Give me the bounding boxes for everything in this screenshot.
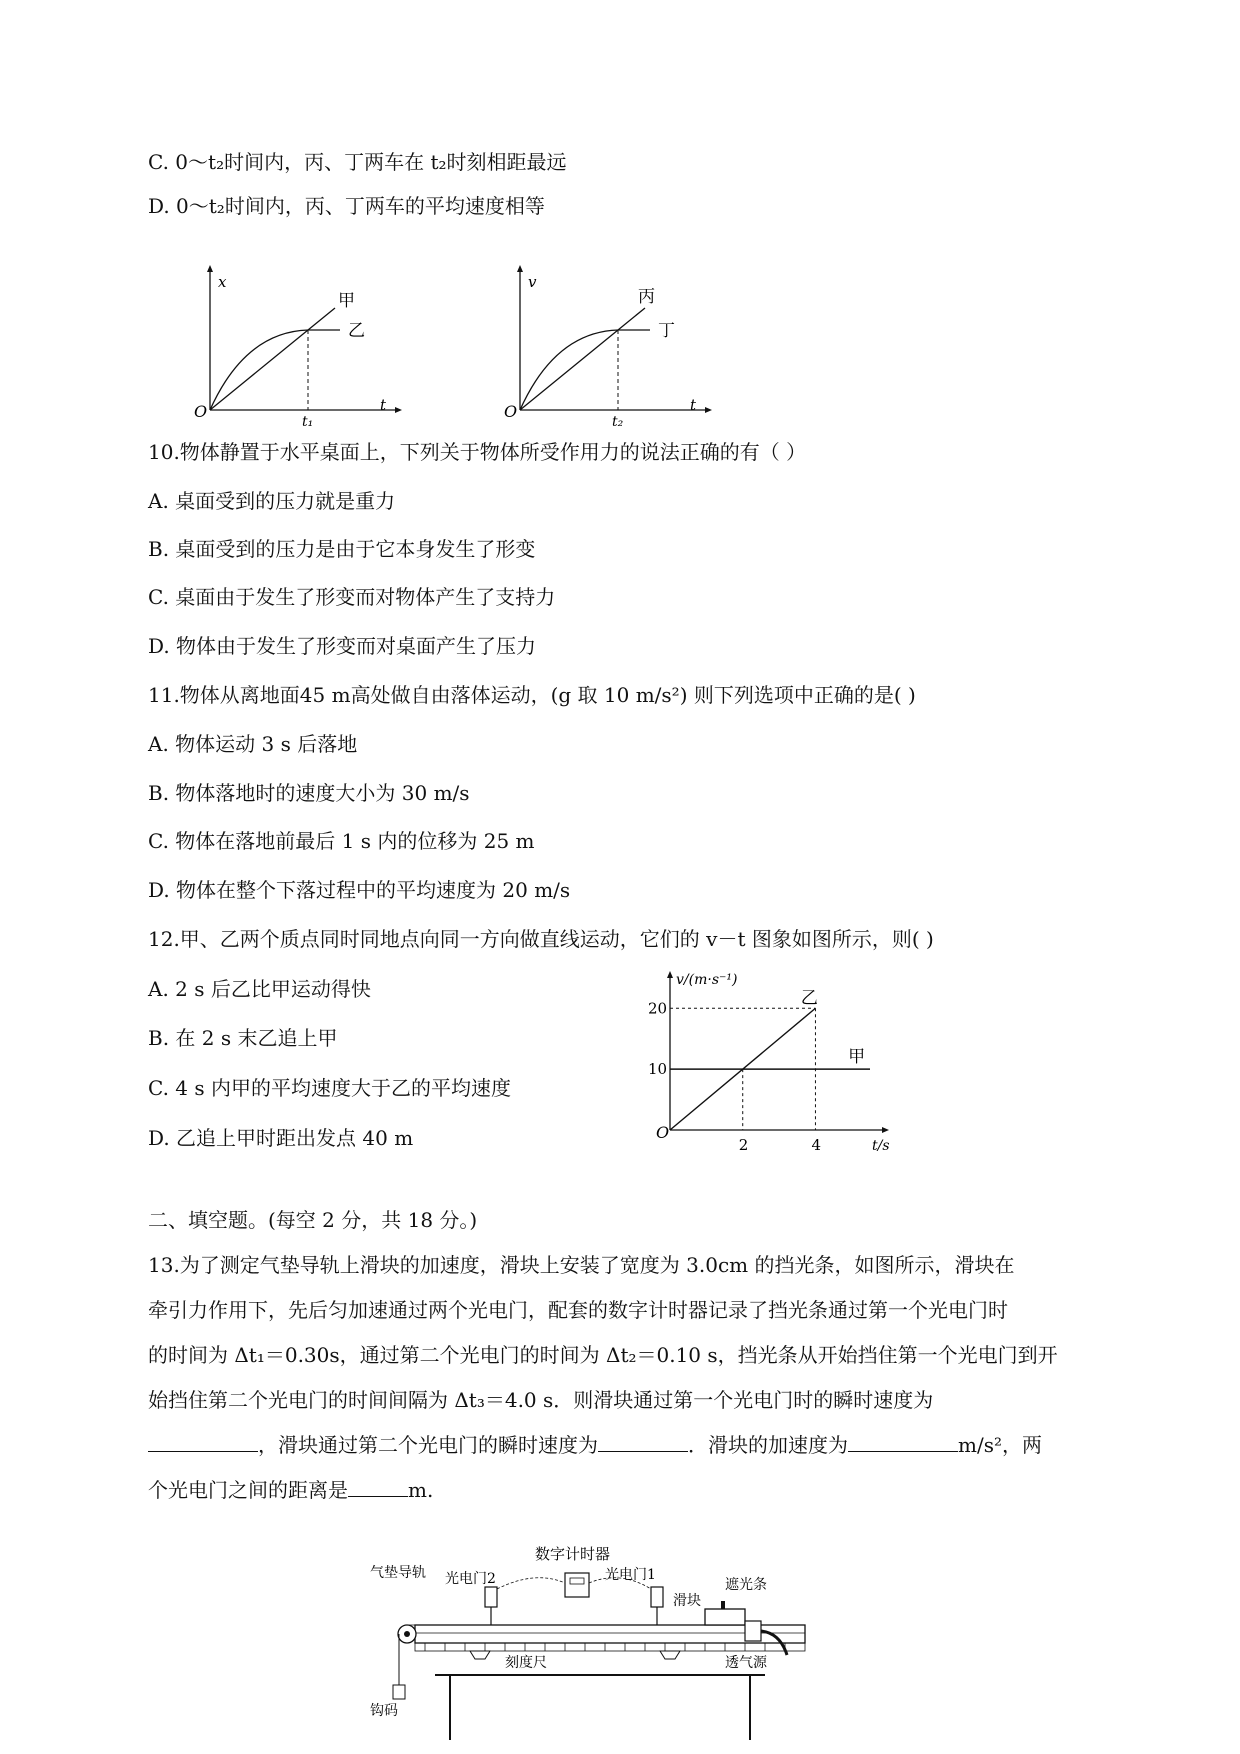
label-weight: 钩码 [370, 1703, 398, 1719]
option-12c: C. 4 s 内甲的平均速度大于乙的平均速度 [148, 1076, 512, 1100]
series-label-jia: 甲 [848, 1046, 866, 1067]
y-tick-label-1: 20 [648, 999, 668, 1018]
answer-blank-3[interactable] [848, 1433, 958, 1452]
option-11d: D. 物体在整个下落过程中的平均速度为 20 m/s [148, 878, 571, 902]
section-2-title: 二、填空题。(每空 2 分，共 18 分。) [148, 1208, 478, 1232]
vt-origin: O [504, 402, 518, 421]
xt-label-yi: 乙 [348, 321, 365, 341]
label-slider: 滑块 [673, 1593, 701, 1609]
label-strip: 遮光条 [725, 1577, 767, 1593]
q13-text-5c: m/s²，两 [958, 1433, 1042, 1457]
xt-y-label: x [218, 273, 227, 291]
question-10: 10.物体静置于水平桌面上，下列关于物体所受作用力的说法正确的有（ ） [148, 440, 807, 464]
q13-line-1: 13.为了测定气垫导轨上滑块的加速度，滑块上安装了宽度为 3.0cm 的挡光条，如图所示，滑块在 [148, 1253, 1015, 1277]
option-10c: C. 桌面由于发生了形变而对物体产生了支持力 [148, 585, 556, 609]
q13-line-5 [148, 1431, 1098, 1459]
q13-line-6 [148, 1476, 1098, 1504]
label-ruler: 刻度尺 [505, 1655, 547, 1671]
vt-label-bing: 丙 [638, 287, 655, 307]
xt-x-label: t [380, 396, 387, 414]
option-12a: A. 2 s 后乙比甲运动得快 [148, 977, 371, 1001]
answer-blank-4[interactable] [348, 1478, 408, 1497]
xt-label-jia: 甲 [338, 291, 355, 311]
air-track-diagram [370, 1525, 915, 1745]
x-axis-arrow [882, 1127, 889, 1133]
x-tick-label-0: 2 [738, 1136, 749, 1154]
xt-tick-t1: t₁ [302, 414, 314, 430]
origin-label: O [656, 1123, 670, 1142]
option-11a: A. 物体运动 3 s 后落地 [148, 732, 358, 756]
option-10b: B. 桌面受到的压力是由于它本身发生了形变 [148, 537, 536, 561]
label-air: 透气源 [725, 1655, 767, 1671]
q13-text-5b: ．滑块的加速度为 [688, 1433, 848, 1457]
option-10d: D. 物体由于发生了形变而对桌面产生了压力 [148, 634, 537, 658]
vt-tick-t2: t₂ [612, 414, 624, 430]
q13-line-3: 的时间为 Δt₁＝0.30s，通过第二个光电门的时间为 Δt₂＝0.10 s，挡光条从开始挡住第一个光电门到开 [148, 1343, 1058, 1367]
q13-text-6b: m. [408, 1478, 434, 1502]
vt-y-label: v [528, 273, 537, 291]
y-axis-arrow [667, 971, 673, 978]
question-12: 12.甲、乙两个质点同时同地点向同一方向做直线运动，它们的 v－t 图象如图所示，则( ) [148, 927, 934, 951]
option-10a: A. 桌面受到的压力就是重力 [148, 489, 396, 513]
q13-text-5a: ，滑块通过第二个光电门的瞬时速度为 [258, 1433, 598, 1457]
vt-label-ding: 丁 [658, 321, 675, 341]
xt-graph [190, 262, 410, 430]
vt-x-label: t [690, 396, 697, 414]
y-axis-label: v/(m·s⁻¹) [676, 972, 738, 988]
vt-graph [500, 262, 720, 430]
series-label-yi: 乙 [800, 988, 818, 1009]
xt-origin: O [194, 402, 208, 421]
label-rail: 气垫导轨 [370, 1565, 426, 1581]
q12-vt-chart [640, 972, 890, 1170]
label-timer: 数字计时器 [535, 1545, 611, 1563]
question-11: 11.物体从离地面45 m高处做自由落体运动，(g 取 10 m/s²) 则下列选项中正确的是( ) [148, 683, 916, 707]
option-9d: D. 0～t₂时间内，丙、丁两车的平均速度相等 [148, 194, 545, 218]
x-tick-label-1: 4 [811, 1136, 822, 1154]
option-11b: B. 物体落地时的速度大小为 30 m/s [148, 781, 470, 805]
label-gate1: 光电门1 [605, 1567, 656, 1583]
y-tick-label-0: 10 [648, 1060, 668, 1079]
option-11c: C. 物体在落地前最后 1 s 内的位移为 25 m [148, 829, 535, 853]
q13-line-2: 牵引力作用下，先后匀加速通过两个光电门，配套的数字计时器记录了挡光条通过第一个光电门时 [148, 1298, 1008, 1322]
q13-line-4: 始挡住第二个光电门的时间间隔为 Δt₃＝4.0 s．则滑块通过第一个光电门时的瞬时速度为 [148, 1388, 934, 1412]
option-12d: D. 乙追上甲时距出发点 40 m [148, 1126, 414, 1150]
x-axis-label: t/s [872, 1138, 890, 1154]
answer-blank-1[interactable] [148, 1433, 258, 1452]
option-9c: C. 0～t₂时间内，丙、丁两车在 t₂时刻相距最远 [148, 150, 567, 174]
q13-text-6a: 个光电门之间的距离是 [148, 1478, 348, 1502]
option-12b: B. 在 2 s 末乙追上甲 [148, 1026, 338, 1050]
label-gate2: 光电门2 [445, 1571, 496, 1587]
answer-blank-2[interactable] [598, 1433, 688, 1452]
